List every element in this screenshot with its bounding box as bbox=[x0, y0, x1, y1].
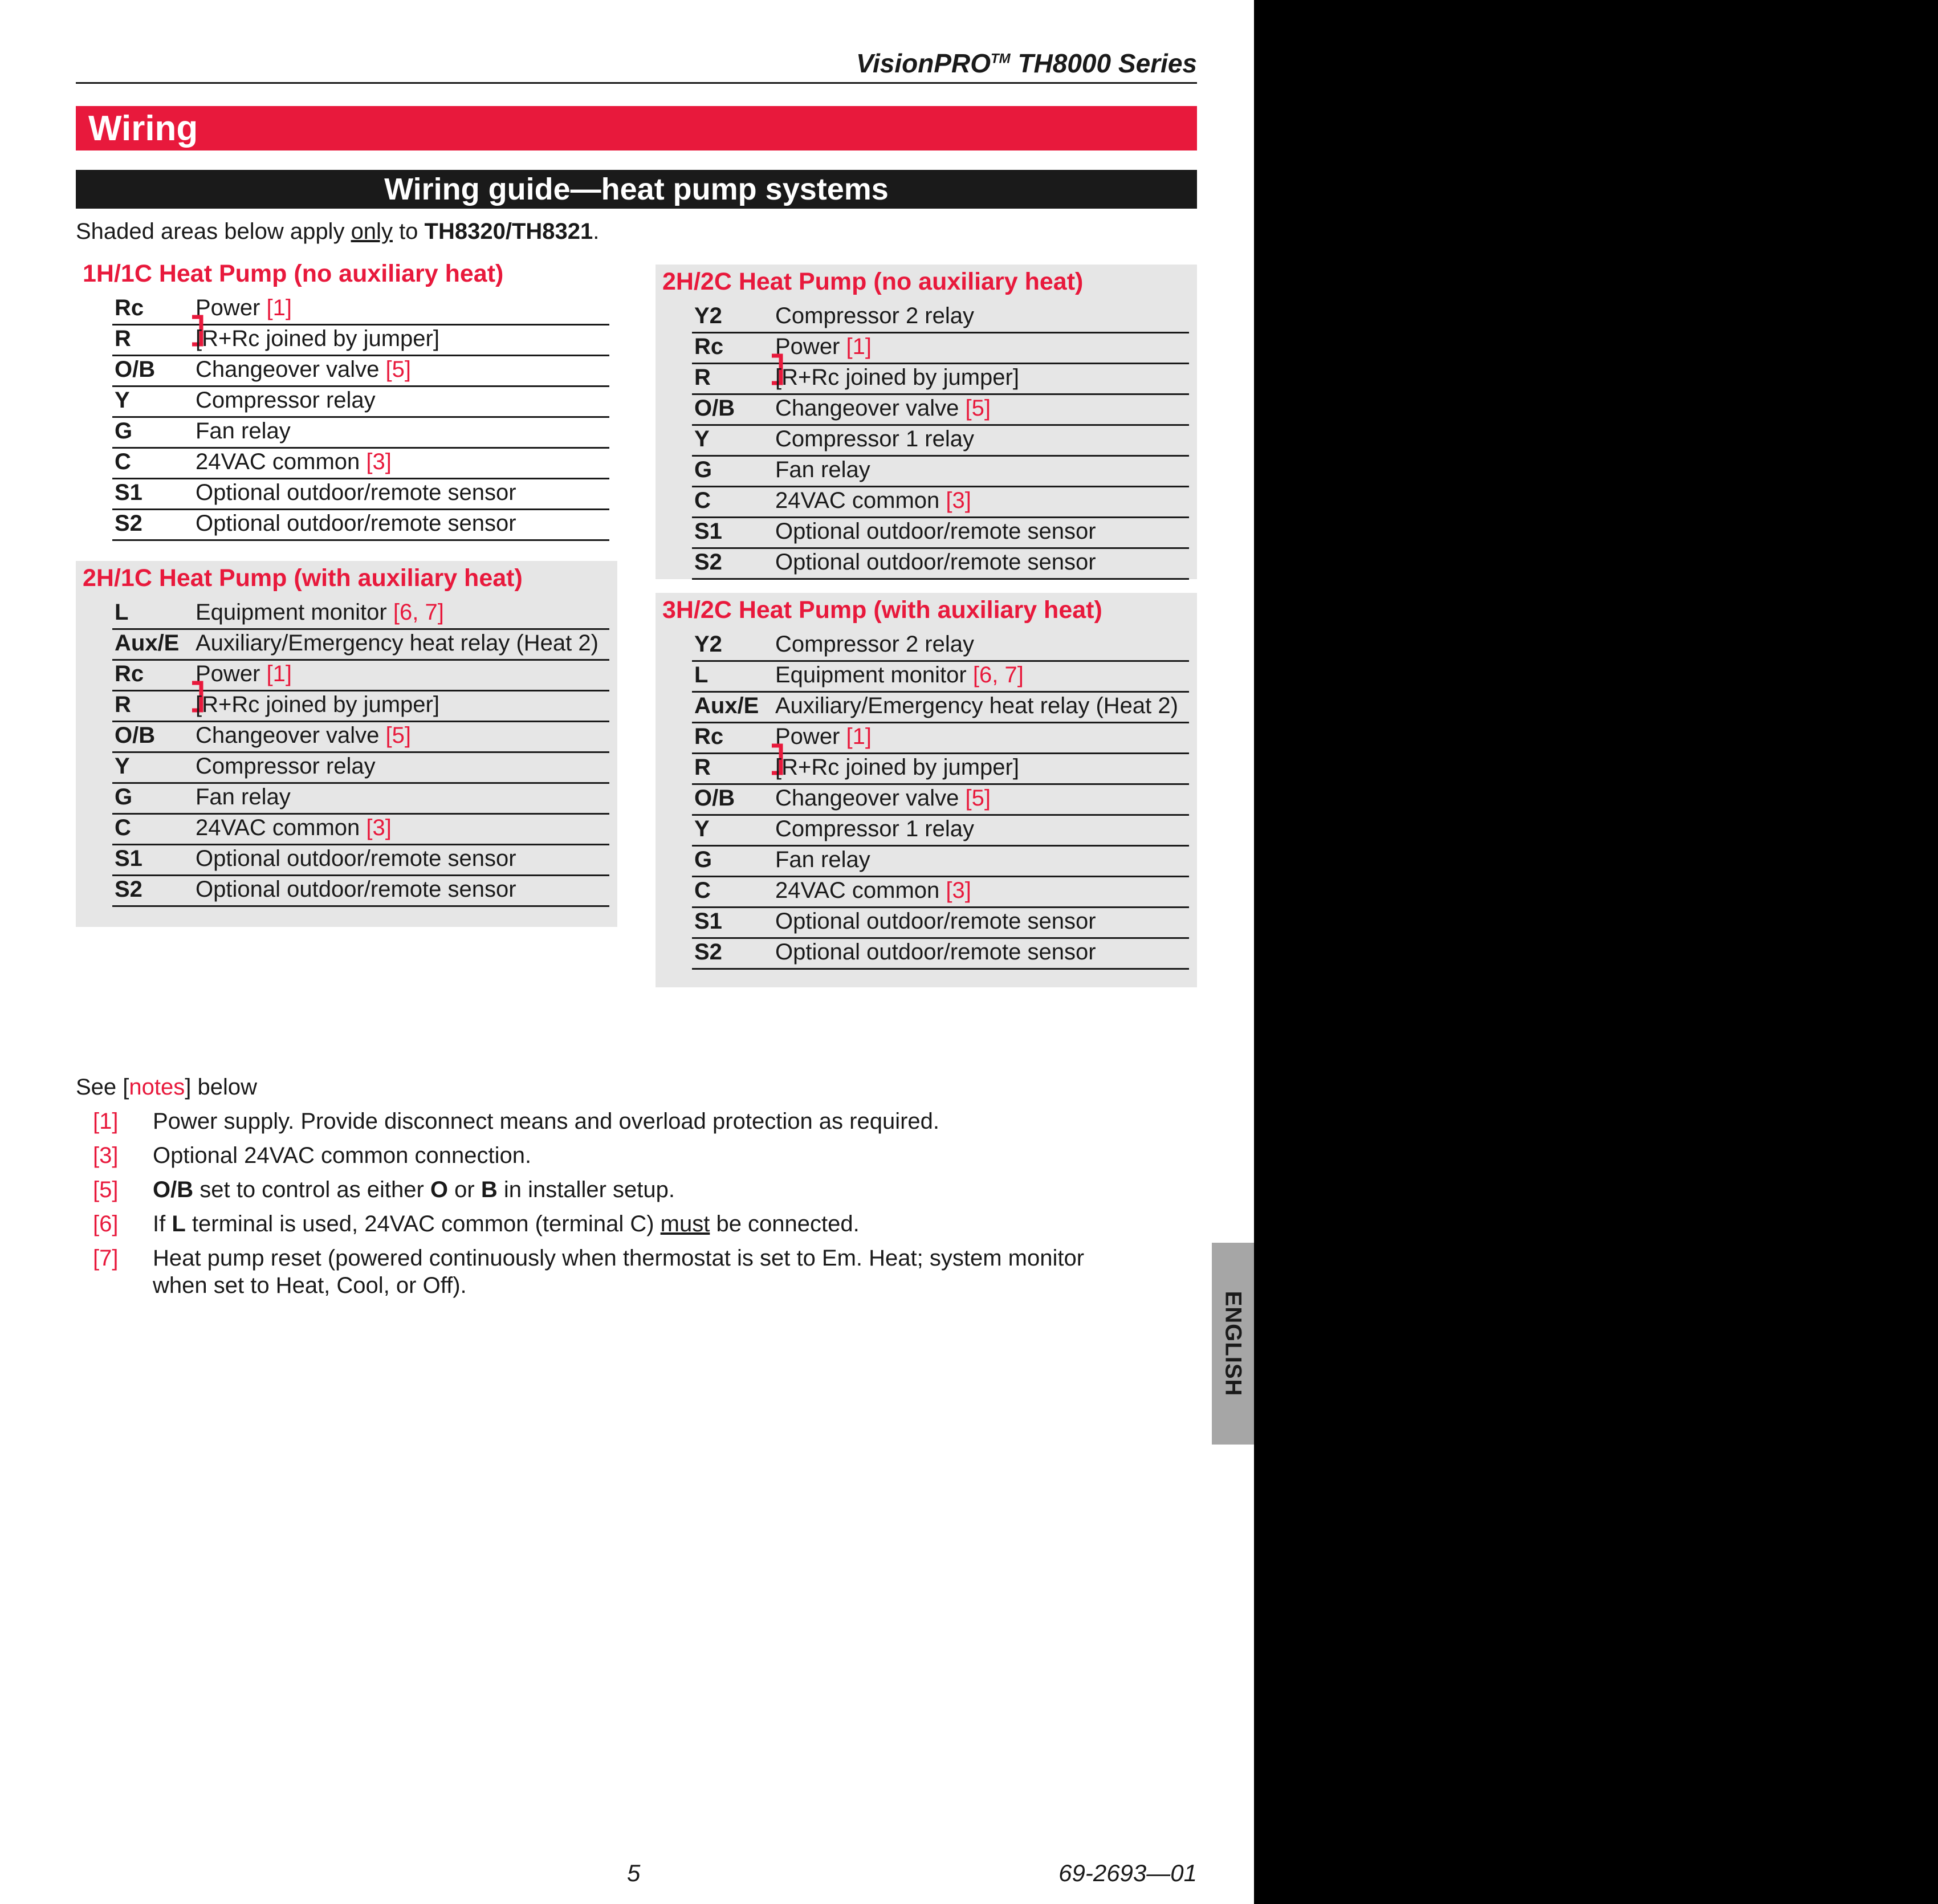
wiring-row bbox=[692, 393, 1189, 426]
terminal-label: Y bbox=[115, 754, 130, 779]
description-text: Optional outdoor/remote sensor bbox=[775, 519, 1096, 544]
wiring-row bbox=[692, 547, 1189, 580]
intro-pre: Shaded areas below apply bbox=[76, 219, 351, 244]
wiring-row bbox=[112, 508, 609, 541]
note-reference[interactable]: [3] bbox=[946, 488, 971, 513]
terminal-label: G bbox=[694, 457, 712, 482]
wiring-row bbox=[112, 355, 609, 387]
note-ref: [7] bbox=[93, 1246, 119, 1271]
notes-intro bbox=[76, 1075, 257, 1100]
terminal-description bbox=[196, 815, 392, 841]
guide-title: Wiring guide—heat pump systems bbox=[384, 172, 889, 206]
panel-title: 3H/2C Heat Pump (with auxiliary heat) bbox=[662, 596, 1102, 624]
terminal-label: G bbox=[115, 418, 133, 444]
panel-title: 1H/1C Heat Pump (no auxiliary heat) bbox=[83, 260, 504, 287]
terminal-description bbox=[775, 786, 991, 811]
terminal-description bbox=[775, 519, 1096, 544]
note-reference[interactable]: [5] bbox=[965, 396, 991, 421]
wiring-row bbox=[692, 876, 1189, 908]
panel-3h2c bbox=[656, 593, 1197, 987]
description-text: Optional outdoor/remote sensor bbox=[196, 480, 516, 505]
terminal-label: S1 bbox=[694, 909, 722, 934]
see-pre: See [ bbox=[76, 1075, 129, 1100]
terminal-label: O/B bbox=[115, 723, 156, 748]
note-reference[interactable]: [1] bbox=[266, 661, 292, 686]
intro-mid: to bbox=[392, 219, 425, 244]
terminal-description bbox=[196, 630, 598, 656]
terminal-label: R bbox=[694, 365, 711, 390]
note-part: set to control as either bbox=[193, 1177, 430, 1202]
terminal-description bbox=[775, 878, 971, 904]
terminal-description bbox=[196, 723, 411, 748]
description-text: 24VAC common bbox=[775, 878, 940, 903]
terminal-description bbox=[196, 754, 376, 779]
wiring-row bbox=[112, 447, 609, 479]
terminal-label: Aux/E bbox=[115, 630, 180, 656]
note-ref: [1] bbox=[93, 1109, 119, 1134]
terminal-label: C bbox=[115, 815, 131, 840]
trademark: TM bbox=[991, 51, 1011, 67]
note-text: Optional 24VAC common connection. bbox=[153, 1143, 532, 1168]
terminal-label: Rc bbox=[694, 724, 724, 749]
note-reference[interactable]: [3] bbox=[946, 878, 971, 903]
product-header bbox=[856, 48, 1197, 79]
product-series: TH8000 Series bbox=[1010, 48, 1197, 78]
description-text: Power bbox=[196, 295, 260, 320]
panel-2h2c bbox=[656, 265, 1197, 579]
description-text: Power bbox=[775, 334, 840, 359]
note-underline: must bbox=[660, 1211, 710, 1236]
description-text: Fan relay bbox=[775, 847, 870, 872]
note-reference[interactable]: [1] bbox=[266, 295, 292, 320]
terminal-description bbox=[196, 600, 444, 625]
page-number: 5 bbox=[627, 1860, 641, 1886]
wiring-row bbox=[112, 416, 609, 449]
terminal-label: S2 bbox=[694, 550, 722, 575]
note-reference[interactable]: [5] bbox=[385, 723, 412, 748]
terminal-label: R bbox=[115, 326, 131, 351]
terminal-label: O/B bbox=[694, 396, 735, 421]
see-post: ] below bbox=[185, 1075, 258, 1100]
terminal-description bbox=[196, 480, 516, 506]
terminal-label: S1 bbox=[115, 480, 142, 505]
wiring-row bbox=[692, 814, 1189, 847]
description-text: Optional outdoor/remote sensor bbox=[775, 939, 1096, 965]
guide-banner bbox=[76, 170, 1197, 209]
description-text: Compressor relay bbox=[196, 388, 376, 413]
terminal-label: G bbox=[115, 784, 133, 809]
wiring-row bbox=[692, 906, 1189, 939]
description-text: Equipment monitor bbox=[196, 600, 387, 625]
panel-title: 2H/2C Heat Pump (no auxiliary heat) bbox=[662, 268, 1084, 295]
description-text: Optional outdoor/remote sensor bbox=[775, 550, 1096, 575]
page-edge bbox=[1254, 0, 1938, 1904]
description-text: [R+Rc joined by jumper] bbox=[196, 692, 439, 717]
wiring-row bbox=[112, 874, 609, 907]
description-text: [R+Rc joined by jumper] bbox=[775, 365, 1019, 390]
description-text: Auxiliary/Emergency heat relay (Heat 2) bbox=[196, 630, 598, 656]
terminal-description bbox=[196, 784, 291, 810]
note-ref: [6] bbox=[93, 1211, 119, 1236]
description-text: Power bbox=[196, 661, 260, 686]
section-title: Wiring bbox=[88, 109, 198, 148]
terminal-description bbox=[196, 388, 376, 413]
note-reference[interactable]: [3] bbox=[366, 449, 392, 474]
description-text: Fan relay bbox=[196, 418, 291, 444]
terminal-label: L bbox=[694, 662, 709, 687]
terminal-description bbox=[196, 326, 439, 352]
note-reference[interactable]: [3] bbox=[366, 815, 392, 840]
terminal-description bbox=[196, 357, 411, 383]
note-text bbox=[153, 1211, 860, 1237]
description-text: Optional outdoor/remote sensor bbox=[196, 511, 516, 536]
description-text: Compressor relay bbox=[196, 754, 376, 779]
terminal-description bbox=[775, 662, 1024, 688]
terminal-label: R bbox=[115, 692, 131, 717]
note-text: Heat pump reset (powered continuously when thermostat is set to Em. Heat; system monitor bbox=[153, 1246, 1085, 1271]
terminal-label: O/B bbox=[115, 357, 156, 382]
description-text: Compressor 2 relay bbox=[775, 303, 975, 328]
description-text: Fan relay bbox=[775, 457, 870, 482]
wiring-row bbox=[692, 424, 1189, 457]
description-text: Changeover valve bbox=[196, 357, 380, 382]
panel-2h1c bbox=[76, 561, 617, 927]
wiring-row bbox=[692, 363, 1189, 395]
terminal-description bbox=[196, 418, 291, 444]
note-ref: [5] bbox=[93, 1177, 119, 1202]
wiring-row bbox=[112, 478, 609, 510]
description-text: Fan relay bbox=[196, 784, 291, 809]
terminal-description bbox=[196, 511, 516, 536]
note-reference[interactable]: [1] bbox=[846, 724, 872, 749]
note-bold: O bbox=[430, 1177, 449, 1202]
terminal-description bbox=[775, 488, 971, 514]
note-bold: B bbox=[481, 1177, 498, 1202]
wiring-row bbox=[112, 782, 609, 815]
section-banner bbox=[76, 106, 1197, 150]
terminal-description bbox=[775, 457, 870, 483]
note-part: be connected. bbox=[710, 1211, 860, 1236]
terminal-label: R bbox=[694, 755, 711, 780]
note-reference[interactable]: [6, 7] bbox=[972, 662, 1024, 687]
intro-only: only bbox=[351, 219, 393, 244]
description-text: Changeover valve bbox=[775, 396, 959, 421]
intro-text bbox=[76, 219, 599, 245]
wiring-row bbox=[692, 691, 1189, 723]
terminal-label: C bbox=[694, 878, 711, 903]
description-text: Changeover valve bbox=[775, 786, 959, 811]
description-text: 24VAC common bbox=[775, 488, 940, 513]
terminal-label: Y bbox=[694, 426, 710, 451]
wiring-row bbox=[692, 455, 1189, 487]
terminal-label: Y bbox=[694, 816, 710, 841]
description-text: [R+Rc joined by jumper] bbox=[196, 326, 439, 351]
note-part: If bbox=[153, 1211, 172, 1236]
terminal-description bbox=[196, 846, 516, 872]
terminal-description bbox=[775, 303, 974, 329]
note-reference[interactable]: [5] bbox=[385, 357, 412, 382]
terminal-description bbox=[196, 877, 516, 902]
note-text: Power supply. Provide disconnect means and overload protection as required. bbox=[153, 1109, 940, 1134]
note-bold: O/B bbox=[153, 1177, 194, 1202]
description-text: Optional outdoor/remote sensor bbox=[196, 846, 516, 871]
description-text: Auxiliary/Emergency heat relay (Heat 2) bbox=[775, 693, 1178, 718]
wiring-row bbox=[112, 385, 609, 418]
note-text bbox=[153, 1177, 675, 1203]
terminal-description bbox=[775, 550, 1096, 575]
description-text: Compressor 1 relay bbox=[775, 816, 975, 841]
wiring-row bbox=[692, 516, 1189, 549]
terminal-label: Rc bbox=[115, 295, 144, 320]
terminal-description bbox=[775, 426, 974, 452]
panel-1h1c bbox=[76, 257, 617, 542]
wiring-row bbox=[692, 783, 1189, 816]
note-reference[interactable]: [1] bbox=[846, 334, 872, 359]
wiring-row bbox=[692, 332, 1189, 364]
wiring-row bbox=[112, 813, 609, 845]
document-number: 69-2693—01 bbox=[1058, 1860, 1197, 1886]
product-name: VisionPRO bbox=[856, 48, 991, 78]
terminal-label: C bbox=[115, 449, 131, 474]
terminal-label: Y bbox=[115, 388, 130, 413]
note-reference[interactable]: [5] bbox=[965, 786, 991, 811]
intro-models: TH8320/TH8321 bbox=[424, 219, 593, 244]
description-text: 24VAC common bbox=[196, 815, 360, 840]
terminal-label: L bbox=[115, 600, 129, 625]
terminal-description bbox=[196, 449, 392, 475]
terminal-description bbox=[196, 692, 439, 718]
wiring-row bbox=[112, 293, 609, 326]
wiring-row bbox=[692, 722, 1189, 754]
terminal-label: Rc bbox=[115, 661, 144, 686]
description-text: Equipment monitor bbox=[775, 662, 967, 687]
terminal-label: Y2 bbox=[694, 303, 722, 328]
note-part: or bbox=[448, 1177, 481, 1202]
notes-link[interactable]: notes bbox=[129, 1075, 185, 1100]
language-tab[interactable] bbox=[1212, 1243, 1254, 1445]
language-tab-label: ENGLISH bbox=[1220, 1291, 1246, 1397]
terminal-description bbox=[775, 816, 974, 842]
description-text: Compressor 1 relay bbox=[775, 426, 975, 451]
note-text-cont: when set to Heat, Cool, or Off). bbox=[153, 1273, 467, 1298]
wiring-row bbox=[692, 937, 1189, 970]
description-text: [R+Rc joined by jumper] bbox=[775, 755, 1019, 780]
description-text: 24VAC common bbox=[196, 449, 360, 474]
description-text: Optional outdoor/remote sensor bbox=[196, 877, 516, 902]
note-part: in installer setup. bbox=[497, 1177, 675, 1202]
terminal-description bbox=[775, 365, 1019, 390]
terminal-description bbox=[775, 847, 870, 873]
description-text: Optional outdoor/remote sensor bbox=[775, 909, 1096, 934]
terminal-description bbox=[775, 396, 991, 421]
description-text: Compressor 2 relay bbox=[775, 632, 975, 657]
wiring-row bbox=[112, 324, 609, 356]
wiring-row bbox=[112, 597, 609, 630]
terminal-label: C bbox=[694, 488, 711, 513]
terminal-label: S1 bbox=[694, 519, 722, 544]
panel-title: 2H/1C Heat Pump (with auxiliary heat) bbox=[83, 564, 523, 592]
wiring-row bbox=[692, 629, 1189, 662]
wiring-row bbox=[692, 660, 1189, 693]
wiring-row bbox=[112, 659, 609, 691]
wiring-row bbox=[112, 751, 609, 784]
terminal-label: Y2 bbox=[694, 632, 722, 657]
intro-post: . bbox=[593, 219, 600, 244]
terminal-description bbox=[775, 632, 974, 657]
terminal-description bbox=[775, 939, 1096, 965]
description-text: Changeover valve bbox=[196, 723, 380, 748]
note-ref: [3] bbox=[93, 1143, 119, 1168]
terminal-label: G bbox=[694, 847, 712, 872]
wiring-row bbox=[112, 721, 609, 753]
wiring-row bbox=[112, 628, 609, 661]
terminal-label: S2 bbox=[115, 877, 142, 902]
note-reference[interactable]: [6, 7] bbox=[393, 600, 444, 625]
terminal-description bbox=[775, 755, 1019, 780]
terminal-label: S2 bbox=[694, 939, 722, 965]
terminal-label: Aux/E bbox=[694, 693, 759, 718]
terminal-label: S1 bbox=[115, 846, 142, 871]
wiring-row bbox=[692, 301, 1189, 333]
wiring-row bbox=[112, 844, 609, 876]
header-rule bbox=[76, 82, 1197, 84]
note-bold: L bbox=[172, 1211, 186, 1236]
note-part: terminal is used, 24VAC common (terminal C) bbox=[185, 1211, 661, 1236]
terminal-label: Rc bbox=[694, 334, 724, 359]
terminal-label: O/B bbox=[694, 786, 735, 811]
terminal-description bbox=[775, 693, 1178, 719]
terminal-label: S2 bbox=[115, 511, 142, 536]
wiring-row bbox=[692, 486, 1189, 518]
description-text: Power bbox=[775, 724, 840, 749]
terminal-description bbox=[775, 909, 1096, 934]
wiring-row bbox=[112, 690, 609, 722]
wiring-row bbox=[692, 752, 1189, 785]
wiring-row bbox=[692, 845, 1189, 877]
